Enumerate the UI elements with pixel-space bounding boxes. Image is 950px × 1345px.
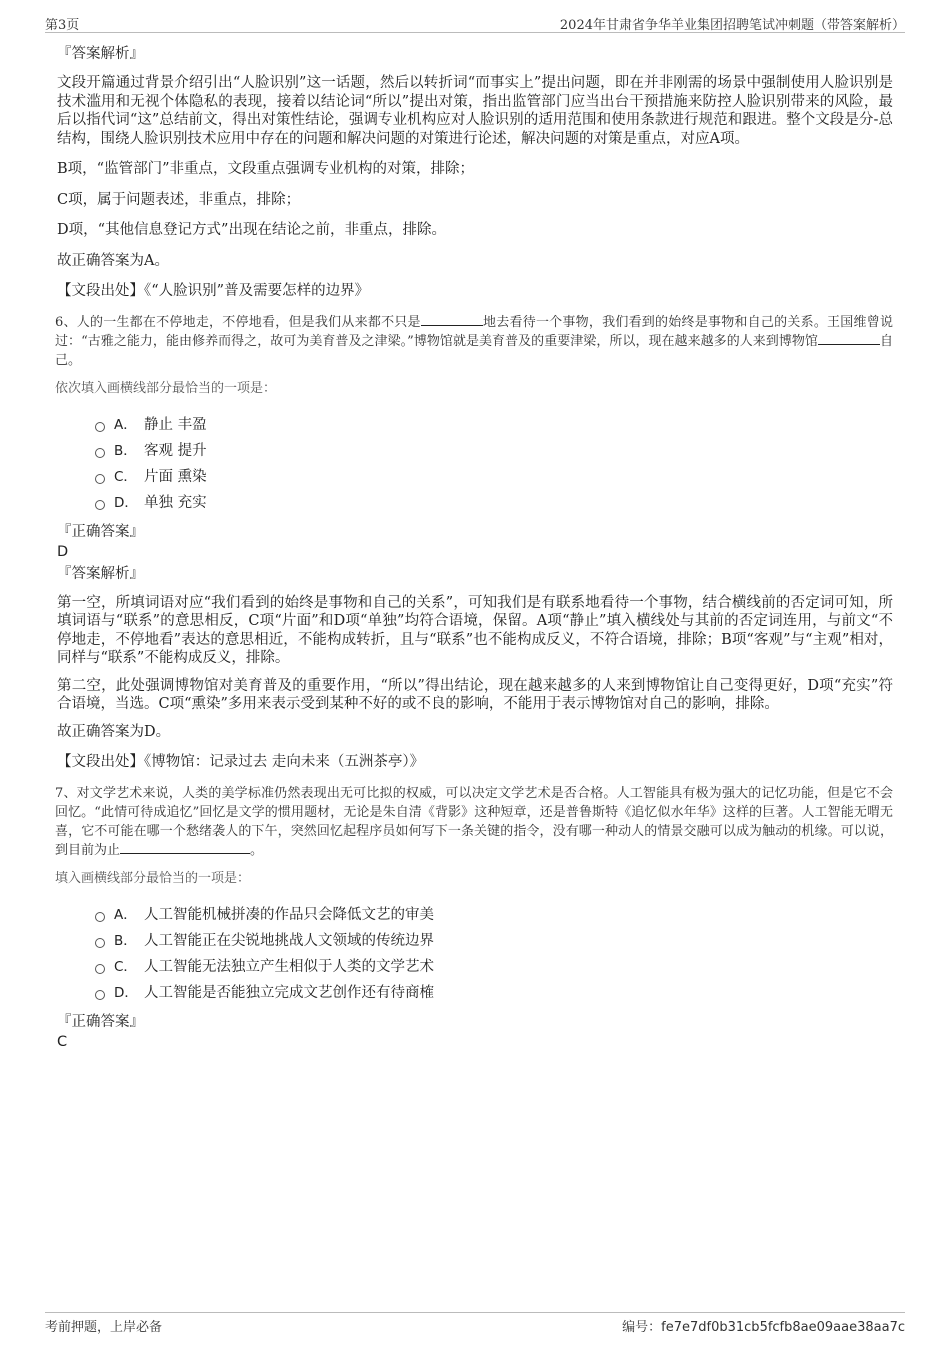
correct-answer-label: 『正确答案』 (57, 523, 144, 540)
analysis-paragraph: B项，“监管部门”非重点，文段重点强调专业机构的对策，排除； (57, 161, 474, 177)
options-list (95, 902, 893, 1006)
question-prompt: 依次填入画横线部分最恰当的一项是： (55, 380, 277, 396)
radio-icon[interactable] (95, 964, 105, 974)
analysis-conclusion: 故正确答案为D。 (57, 723, 171, 740)
fill-blank (120, 841, 250, 854)
radio-icon[interactable] (95, 448, 105, 458)
radio-icon[interactable] (95, 474, 105, 484)
option-d[interactable]: D． 单独 充实 (95, 490, 893, 516)
correct-answer-label: 『正确答案』 (57, 1013, 144, 1030)
analysis-paragraph: 文段开篇通过背景介绍引出“人脸识别”这一话题，然后以转折词“而事实上”提出问题，即在并非刚需的场景中强制使用人脸识别是技术滥用和无视个体隐私的表现，接着以结论词“所以”提出对策，指出监管部门应当出台干预措施来防控人脸识别带来的风险，最后以指代词“这”总结前文，得出对策性结论，强调专业机构应对人脸识别的适用范围和使用条款进行规范和跟进。整个文段是分-总结构，围绕人脸识别技术应用中存在的问题和解决问题的对策进行论述，解决问题的对策是重点，对应A项。 (57, 75, 893, 147)
analysis-paragraph: D项，“其他信息登记方式”出现在结论之前，非重点，排除。 (57, 222, 446, 238)
analysis-conclusion: 故正确答案为A。 (57, 252, 169, 269)
question-prompt: 填入画横线部分最恰当的一项是： (55, 870, 251, 886)
source-citation: 【文段出处】《博物馆：记录过去 走向未来（五洲茶亭）》 (57, 754, 425, 770)
radio-icon[interactable] (95, 938, 105, 948)
question-6-stem: 6、人的一生都在不停地走，不停地看，但是我们从来都不只是 地去看待一个事物，我们看到的始终是事物和自己的关系。王国维曾说过：“古雅之能力，能由修养而得之，故可为美育普及之津梁。”博物馆就是美育普及的重要津梁，所以，现在越来越多的人来到博物馆 自己。 (55, 314, 893, 368)
fill-blank (818, 332, 880, 345)
radio-icon[interactable] (95, 990, 105, 1000)
fill-blank (421, 313, 483, 326)
analysis-label: 『答案解析』 (57, 565, 144, 582)
page-number: 第3页 (45, 18, 80, 33)
radio-icon[interactable] (95, 500, 105, 510)
page-footer (45, 1312, 905, 1333)
analysis-paragraph: C项，属于问题表述，非重点，排除； (57, 191, 301, 208)
correct-answer: D (57, 543, 69, 560)
option-c[interactable]: C． 人工智能无法独立产生相似于人类的文学艺术 (95, 954, 893, 980)
option-a[interactable]: A． 人工智能机械拼凑的作品只会降低文艺的审美 (95, 902, 893, 928)
radio-icon[interactable] (95, 912, 105, 922)
document-title: 2024年甘肃省争华羊业集团招聘笔试冲刺题（带答案解析） (559, 18, 905, 33)
option-c[interactable]: C． 片面 熏染 (95, 464, 893, 490)
source-citation: 【文段出处】《“人脸识别”普及需要怎样的边界》 (57, 283, 370, 299)
page-header (45, 14, 905, 33)
options-list (95, 412, 893, 516)
correct-answer: C (57, 1033, 68, 1050)
option-a[interactable]: A． 静止 丰盈 (95, 412, 893, 438)
option-d[interactable]: D． 人工智能是否能独立完成文艺创作还有待商榷 (95, 980, 893, 1006)
analysis-label: 『答案解析』 (57, 46, 144, 62)
analysis-paragraph: 第二空，此处强调博物馆对美育普及的重要作用，“所以”得出结论，现在越来越多的人来到博物馆让自己变得更好，D项“充实”符合语境，当选。C项“熏染”多用来表示受到某种不好的或不良的影响，不能用于表示博物馆对自己的影响，排除。 (57, 677, 893, 712)
page-content (57, 44, 893, 1054)
radio-icon[interactable] (95, 422, 105, 432)
question-7-stem: 7、对文学艺术来说，人类的美学标准仍然表现出无可比拟的权威，可以决定文学艺术是否合格。人工智能具有极为强大的记忆功能，但是它不会回忆。“此情可待成追忆”回忆是文学的惯用题材，无论是朱自清《背影》这种短章，还是普鲁斯特《追忆似水年华》这样的巨著。人工智能无喟无喜，它不可能在哪一个愁绪袭人的下午，突然回忆起程序员如何写下一条关键的指令，没有哪一种动人的情景交融可以成为触动的机缘。可以说，到目前为止 。 (55, 785, 893, 858)
footer-slogan: 考前押题，上岸必备 (45, 1320, 163, 1335)
analysis-paragraph: 第一空，所填词语对应“我们看到的始终是事物和自己的关系”，可知我们是有联系地看待一个事物，结合横线前的否定词可知，所填词语与“联系”的意思相反，C项“片面”和D项“单独”均符合语境，保留。A项“静止”填入横线处与其前的否定词连用，与前文“不停地走，不停地看”表达的意思相近，不能构成转折，且与“联系”也不能构成反义，不符合语境，排除；B项“客观”与“主观”相对，同样与“联系”不能构成反义，排除。 (57, 594, 893, 666)
option-b[interactable]: B． 客观 提升 (95, 438, 893, 464)
option-b[interactable]: B． 人工智能正在尖锐地挑战人文领域的传统边界 (95, 928, 893, 954)
document-code: 编号：fe7e7df0b31cb5fcfb8ae09aae38aa7c (622, 1320, 905, 1335)
